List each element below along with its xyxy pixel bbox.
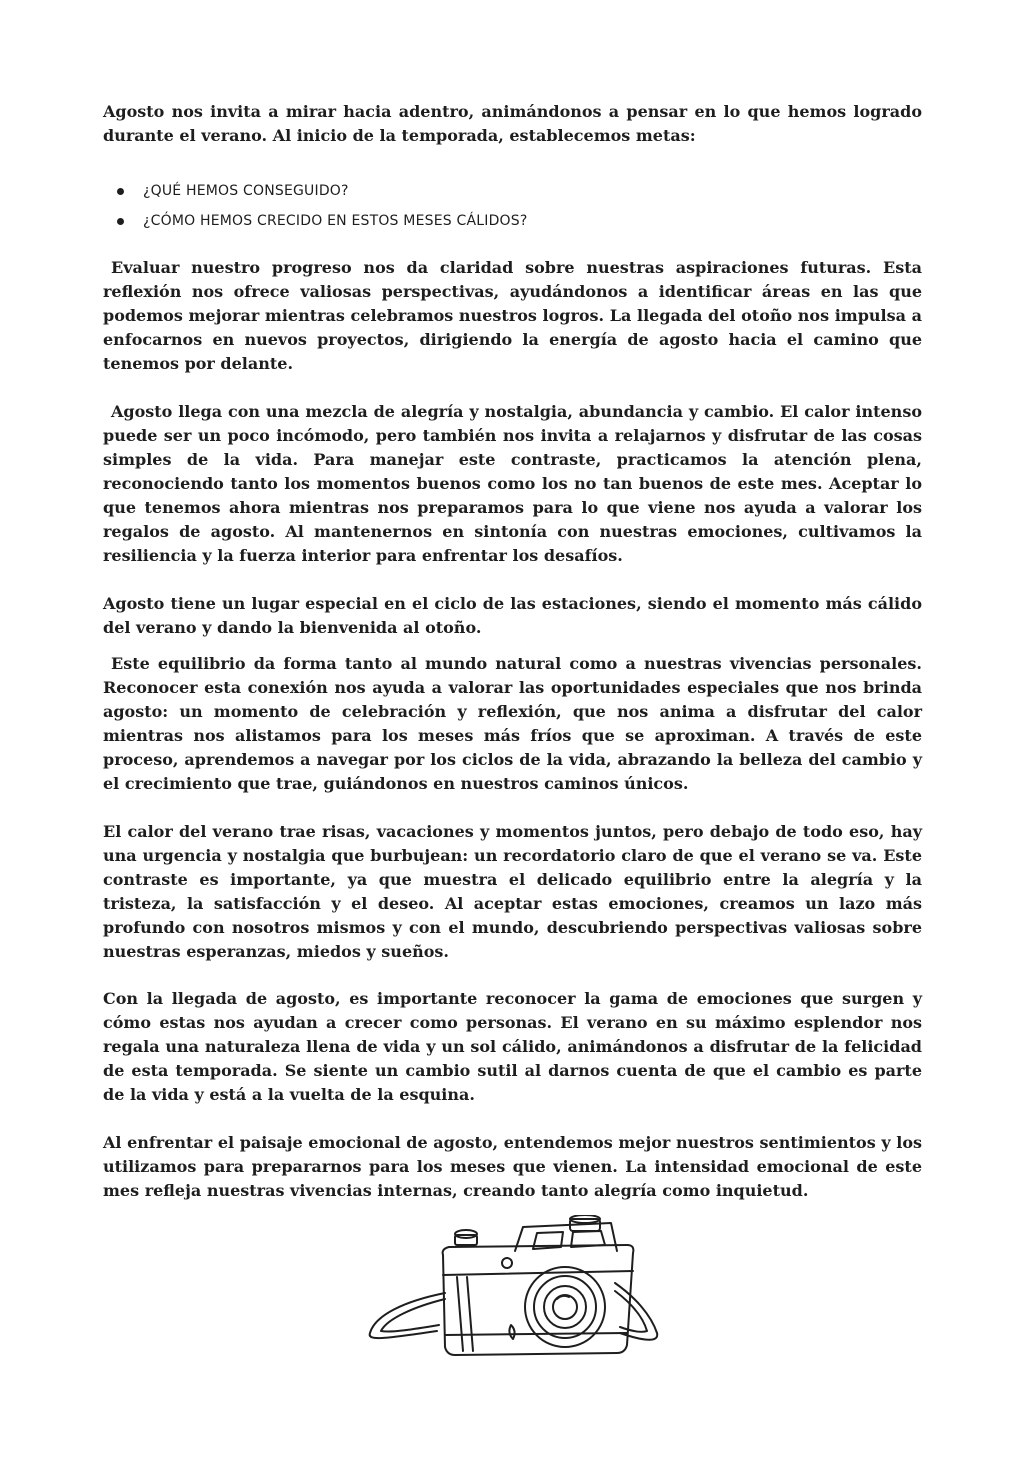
balance-paragraph: Este equilibrio da forma tanto al mundo natural como a nuestras vivencias personales. Reconocer esta conexión nos ayuda a valorar las oportunidades especiales que nos brinda agosto: un momento de celebración y reflexión, que nos anima a disfrutar del calor mientras nos alistamos para los meses más fríos que se aproximan. A través de este proceso, aprendemos a navegar por los ciclos de la vida, abrazando la belleza del cambio y el crecimiento que trae, guiándonos en nuestros caminos únicos.: [103, 654, 922, 793]
list-item-text: ¿QUÉ HEMOS CONSEGUIDO?: [143, 183, 349, 199]
summer-heat-paragraph: El calor del verano trae risas, vacaciones y momentos juntos, pero debajo de todo eso, hay una urgencia y nostalgia que burbujean: un recordatorio claro de que el verano se va. Este contraste es importante, ya que muestra el delicado equilibrio entre la alegría y la tristeza, la satisfacción y el deseo. Al aceptar estas emociones, creamos un lazo más profundo con nosotros mismos y con el mundo, descubriendo perspectivas valiosas sobre nuestras esperanzas, miedos y sueños.: [103, 822, 922, 961]
emotional-landscape-paragraph: Al enfrentar el paisaje emocional de agosto, entendemos mejor nuestros sentimientos y los utilizamos para prepararnos para los meses que vienen. La intensidad emocional de este mes refleja nuestras vivencias internas, creando tanto alegría como inquietud.: [103, 1133, 922, 1200]
intro-paragraph: Agosto nos invita a mirar hacia adentro, animándonos a pensar en lo que hemos logrado durante el verano. Al inicio de la temporada, establecemos metas:: [103, 102, 922, 145]
list-item: [103, 176, 803, 206]
list-item-text: ¿CÓMO HEMOS CRECIDO EN ESTOS MESES CÁLIDOS?: [143, 213, 528, 229]
bullet-icon: [117, 188, 124, 195]
seasons-paragraph: Agosto tiene un lugar especial en el ciclo de las estaciones, siendo el momento más cálido del verano y dando la bienvenida al otoño.: [103, 594, 922, 637]
contrast-paragraph: Agosto llega con una mezcla de alegría y nostalgia, abundancia y cambio. El calor intenso puede ser un poco incómodo, pero también nos invita a relajarnos y disfrutar de las cosas simples de la vida. Para manejar este contraste, practicamos la atención plena, reconociendo tanto los momentos buenos como los no tan buenos de este mes. Aceptar lo que tenemos ahora mientras nos preparamos para lo que viene nos ayuda a valorar los regalos de agosto. Al mantenernos en sintonía con nuestras emociones, cultivamos la resiliencia y la fuerza interior para enfrentar los desafíos.: [103, 402, 922, 565]
bullet-icon: [117, 218, 124, 225]
list-item: [103, 206, 803, 236]
august-emotions-paragraph: Con la llegada de agosto, es importante reconocer la gama de emociones que surgen y cómo estas nos ayudan a crecer como personas. El verano en su máximo esplendor nos regala una naturaleza llena de vida y un sol cálido, animándonos a disfrutar de la felicidad de esta temporada. Se siente un cambio sutil al darnos cuenta de que el cambio es parte de la vida y está a la vuelta de la esquina.: [103, 989, 922, 1104]
goals-question-list: [103, 176, 803, 236]
progress-paragraph: Evaluar nuestro progreso nos da claridad sobre nuestras aspiraciones futuras. Esta reflexión nos ofrece valiosas perspectivas, ayudándonos a identificar áreas en las que podemos mejorar mientras celebramos nuestros logros. La llegada del otoño nos impulsa a enfocarnos en nuevos proyectos, dirigiendo la energía de agosto hacia el camino que tenemos por delante.: [103, 258, 922, 373]
camera-icon: [365, 1215, 665, 1365]
